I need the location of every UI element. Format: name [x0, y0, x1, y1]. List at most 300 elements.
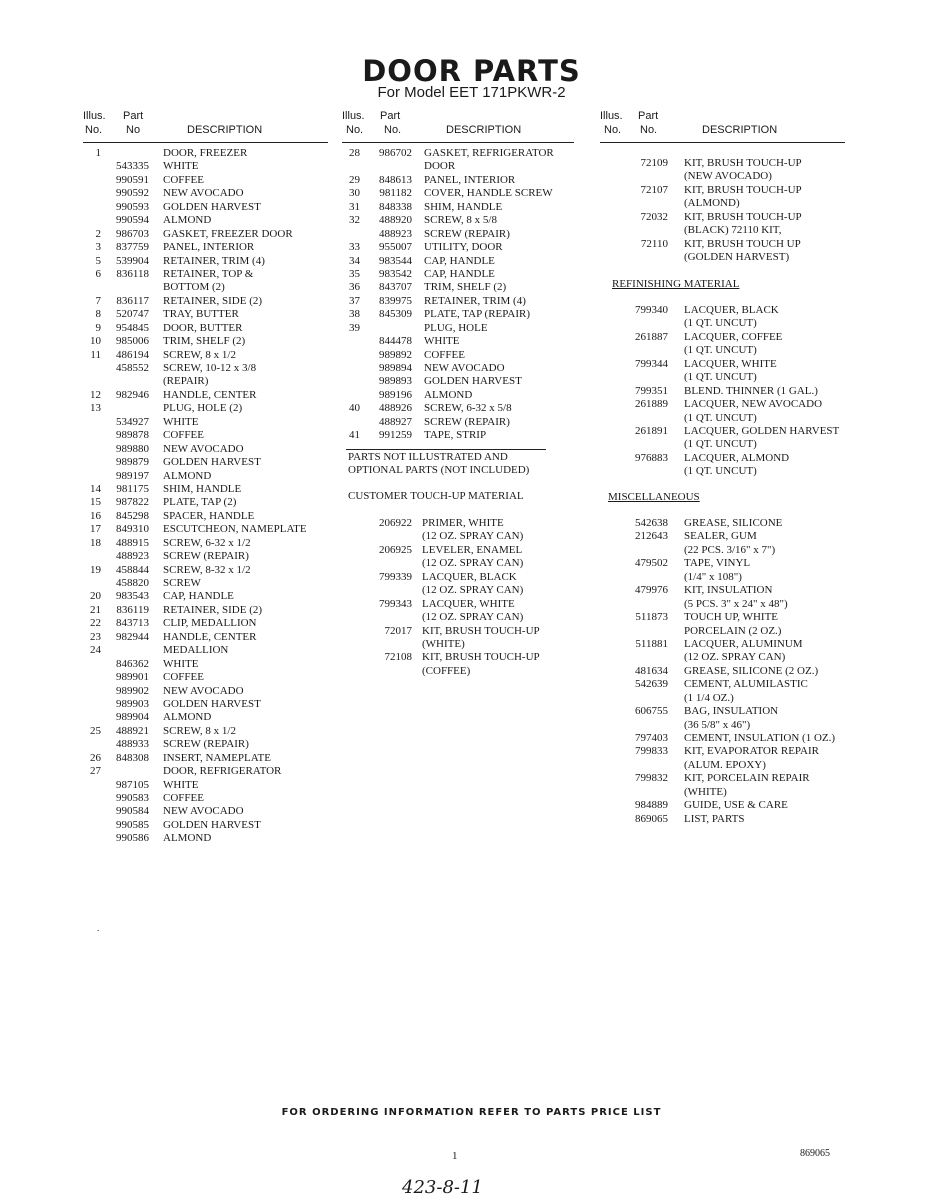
illus-number: 7	[95, 294, 101, 307]
parts-row	[342, 638, 574, 651]
parts-row	[600, 651, 855, 664]
part-number: 990586	[116, 832, 149, 845]
part-description: CAP, HANDLE	[424, 254, 495, 267]
parts-row	[600, 452, 855, 465]
column-2-header	[342, 110, 574, 142]
parts-row	[600, 745, 855, 758]
illus-number: 12	[90, 388, 101, 401]
part-number: 990594	[116, 214, 149, 227]
part-number: 799344	[635, 357, 668, 370]
part-description: BAG, INSULATION	[684, 705, 779, 718]
parts-row	[83, 470, 328, 483]
part-number: 991259	[379, 429, 412, 442]
parts-row	[83, 698, 328, 711]
parts-row	[83, 362, 328, 375]
illus-number: 19	[90, 563, 101, 576]
part-number: 985006	[116, 335, 149, 348]
stray-mark: .	[97, 923, 100, 933]
part-description: LEVELER, ENAMEL	[422, 543, 523, 556]
part-number: 981182	[379, 187, 412, 200]
part-description: LACQUER, BLACK	[422, 570, 517, 583]
parts-row	[342, 651, 574, 664]
header-no: No.	[346, 124, 364, 136]
part-description: (1 QT. UNCUT)	[684, 371, 757, 384]
part-description: BLEND. THINNER (1 GAL.)	[684, 384, 818, 397]
page-title: DOOR PARTS	[362, 54, 581, 88]
part-number: 488927	[379, 415, 412, 428]
parts-row	[342, 268, 574, 281]
part-number: 261891	[635, 424, 668, 437]
part-description: LACQUER, ALUMINUM	[684, 637, 803, 650]
parts-row	[600, 732, 855, 745]
part-number: 849310	[116, 523, 149, 536]
part-description: KIT, BRUSH TOUCH-UP	[422, 651, 540, 664]
part-description: COFFEE	[163, 792, 204, 804]
part-number: 799833	[635, 745, 668, 758]
part-number: 987822	[116, 496, 149, 509]
header-part: Part	[638, 110, 659, 122]
parts-row	[342, 335, 574, 348]
part-number: 989880	[116, 442, 149, 455]
part-description: NEW AVOCADO	[163, 187, 244, 200]
part-number: 990593	[116, 200, 149, 213]
column-2-rows	[342, 147, 574, 443]
part-description: ALMOND	[163, 832, 212, 845]
parts-row	[600, 719, 855, 732]
part-description: SCREW, 6-32 x 5/8	[424, 402, 512, 415]
part-number: 72017	[384, 624, 412, 637]
parts-row	[600, 398, 855, 411]
column-1-header	[83, 110, 328, 142]
part-description: (NEW AVOCADO)	[684, 170, 772, 183]
part-description: KIT, EVAPORATOR REPAIR	[684, 745, 819, 758]
part-description: WHITE	[163, 415, 199, 428]
part-description: (BLACK) 72110 KIT,	[684, 224, 782, 237]
parts-rule	[346, 449, 546, 450]
parts-row	[342, 241, 574, 254]
part-description: DOOR, FREEZER	[163, 147, 248, 159]
part-number: 799351	[635, 384, 668, 397]
document-number: 869065	[800, 1148, 830, 1159]
parts-row	[83, 483, 328, 496]
parts-row	[600, 224, 855, 237]
parts-row	[83, 523, 328, 536]
part-description: PANEL, INTERIOR	[163, 241, 255, 254]
illus-number: 24	[90, 644, 101, 657]
column-2	[342, 110, 574, 677]
part-description: SCREW (REPAIR)	[163, 738, 249, 751]
parts-row	[600, 584, 855, 597]
part-description: UTILITY, DOOR	[424, 241, 503, 254]
part-number: 846362	[116, 657, 149, 670]
part-number: 989878	[116, 429, 149, 442]
parts-row	[342, 255, 574, 268]
part-description: KIT, INSULATION	[684, 584, 773, 597]
part-description: SCREW (REPAIR)	[424, 227, 510, 240]
part-description: SCREW (REPAIR)	[163, 550, 249, 563]
parts-row	[342, 544, 574, 557]
parts-row	[83, 147, 328, 160]
part-number: 986703	[116, 227, 149, 240]
page-number: 1	[452, 1150, 458, 1162]
part-description: DOOR, BUTTER	[163, 321, 243, 334]
parts-row	[600, 184, 855, 197]
part-description: TAPE, VINYL	[684, 557, 751, 570]
parts-row	[83, 456, 328, 469]
part-number: 989197	[116, 469, 149, 482]
parts-row	[342, 214, 574, 227]
illus-number: 31	[349, 200, 360, 213]
header-part-no: No	[126, 124, 141, 136]
part-number: 986702	[379, 147, 412, 159]
part-description: (1/4" x 108")	[684, 570, 742, 583]
part-number: 520747	[116, 308, 149, 321]
illus-number: 3	[95, 241, 101, 254]
part-number: 458820	[116, 577, 149, 589]
part-description: PORCELAIN (2 OZ.)	[684, 624, 782, 637]
part-number: 983544	[379, 254, 412, 267]
header-rule	[342, 142, 574, 143]
part-description: ALMOND	[163, 214, 212, 227]
part-description: (36 5/8" x 46")	[684, 718, 751, 731]
parts-row	[83, 402, 328, 415]
part-number: 488933	[116, 738, 149, 751]
header-part-no: No.	[640, 124, 658, 136]
part-number: 542639	[635, 678, 668, 691]
illus-number: 39	[349, 321, 360, 334]
parts-row	[83, 631, 328, 644]
part-number: 206922	[379, 517, 412, 529]
parts-row	[83, 644, 328, 657]
part-description: NEW AVOCADO	[163, 805, 244, 818]
part-description: NEW AVOCADO	[163, 442, 244, 455]
part-description: (12 OZ. SPRAY CAN)	[422, 611, 524, 624]
parts-row	[83, 792, 328, 805]
parts-row	[83, 389, 328, 402]
part-description: SCREW (REPAIR)	[424, 415, 510, 428]
parts-row	[600, 425, 855, 438]
parts-row	[600, 678, 855, 691]
part-description: (22 PCS. 3/16" x 7")	[684, 543, 776, 556]
part-description: LACQUER, WHITE	[422, 597, 515, 610]
part-description: TRIM, SHELF (2)	[163, 335, 246, 348]
illus-number: 28	[349, 147, 360, 159]
header-part: Part	[123, 110, 144, 122]
part-description: PANEL, INTERIOR	[424, 173, 516, 186]
part-number: 206925	[379, 543, 412, 556]
part-description: SCREW, 8 x 1/2	[163, 724, 236, 737]
part-description: KIT, BRUSH TOUCH-UP	[684, 210, 802, 223]
part-description: SCREW	[163, 577, 201, 589]
illus-number: 13	[90, 402, 101, 415]
parts-row	[83, 416, 328, 429]
header-part-no: No.	[384, 124, 402, 136]
parts-row	[342, 281, 574, 294]
illus-number: 20	[90, 590, 101, 603]
part-number: 845298	[116, 509, 149, 522]
part-number: 261889	[635, 398, 668, 411]
part-description: HANDLE, CENTER	[163, 630, 257, 643]
illus-number: 26	[90, 751, 101, 764]
part-description: INSERT, NAMEPLATE	[163, 751, 271, 764]
column-3	[600, 110, 855, 825]
part-description: (12 OZ. SPRAY CAN)	[422, 530, 524, 543]
parts-row	[83, 228, 328, 241]
parts-row	[83, 160, 328, 173]
part-description: RETAINER, TOP &	[163, 267, 254, 280]
part-description: MEDALLION	[163, 644, 229, 657]
parts-row	[600, 358, 855, 371]
part-description: GOLDEN HARVEST	[163, 818, 261, 831]
illus-number: 36	[349, 281, 360, 294]
column-3-top-rows	[600, 157, 855, 265]
part-description: COFFEE	[163, 429, 204, 442]
part-description: PLATE, TAP (2)	[163, 496, 237, 509]
parts-row	[83, 322, 328, 335]
parts-row	[83, 429, 328, 442]
illus-number: 38	[349, 308, 360, 321]
part-description: ESCUTCHEON, NAMEPLATE	[163, 523, 307, 536]
illus-number: 1	[95, 147, 101, 159]
part-description: COFFEE	[163, 173, 204, 186]
illus-number: 6	[95, 267, 101, 280]
illus-number: 25	[90, 724, 101, 737]
part-number: 983543	[116, 590, 149, 603]
part-number: 212643	[635, 530, 668, 543]
illus-number: 5	[95, 254, 101, 267]
part-description: PLUG, HOLE (2)	[163, 402, 243, 415]
part-number: 989892	[379, 348, 412, 361]
illus-number: 35	[349, 267, 360, 280]
parts-row	[600, 598, 855, 611]
parts-row	[342, 187, 574, 200]
part-description: (1 QT. UNCUT)	[684, 344, 757, 357]
parts-row	[83, 187, 328, 200]
parts-row	[342, 402, 574, 415]
part-number: 990591	[116, 173, 149, 186]
part-number: 990592	[116, 187, 149, 200]
part-description: ALMOND	[163, 711, 212, 724]
part-number: 843713	[116, 617, 149, 630]
parts-row	[600, 251, 855, 264]
part-description: SCREW, 6-32 x 1/2	[163, 536, 251, 549]
part-description: KIT, BRUSH TOUCH-UP	[684, 157, 802, 169]
part-description: WHITE	[163, 160, 199, 173]
parts-row	[83, 779, 328, 792]
parts-row	[342, 228, 574, 241]
part-number: 989901	[116, 671, 149, 684]
touchup-section-title: CUSTOMER TOUCH-UP MATERIAL	[348, 490, 524, 502]
part-number: 72110	[640, 237, 668, 250]
parts-row	[600, 557, 855, 570]
parts-row	[600, 530, 855, 543]
parts-row	[342, 530, 574, 543]
part-description: WHITE	[163, 778, 199, 791]
part-number: 488921	[116, 724, 149, 737]
illus-number: 18	[90, 536, 101, 549]
parts-row	[342, 160, 574, 173]
part-number: 488923	[116, 550, 149, 563]
notice-line-1: PARTS NOT ILLUSTRATED AND	[348, 451, 508, 463]
parts-row	[342, 389, 574, 402]
parts-row	[600, 813, 855, 826]
part-description: SCREW, 8-32 x 1/2	[163, 563, 251, 576]
part-description: (1 QT. UNCUT)	[684, 438, 757, 451]
parts-row	[600, 665, 855, 678]
part-description: (12 OZ. SPRAY CAN)	[422, 584, 524, 597]
part-number: 845309	[379, 308, 412, 321]
header-description: DESCRIPTION	[446, 124, 522, 136]
part-description: LIST, PARTS	[684, 812, 745, 825]
part-description: LACQUER, BLACK	[684, 304, 779, 316]
part-number: 72032	[640, 210, 668, 223]
part-number: 543335	[116, 160, 149, 173]
part-number: 488923	[379, 227, 412, 240]
part-description: NEW AVOCADO	[163, 684, 244, 697]
part-number: 990585	[116, 818, 149, 831]
parts-row	[83, 443, 328, 456]
part-description: (WHITE)	[684, 785, 727, 798]
header-rule	[600, 142, 845, 143]
part-description: LACQUER, NEW AVOCADO	[684, 398, 823, 411]
part-number: 797403	[635, 732, 668, 744]
illus-number: 37	[349, 294, 360, 307]
parts-row	[83, 725, 328, 738]
part-number: 479502	[635, 557, 668, 570]
parts-row	[600, 412, 855, 425]
part-number: 869065	[635, 812, 668, 825]
part-number: 989893	[379, 375, 412, 388]
handwritten-note: 423-8-11	[402, 1177, 483, 1198]
parts-row	[600, 786, 855, 799]
part-number: 799343	[379, 597, 412, 610]
part-number: 481634	[635, 664, 668, 677]
parts-row	[342, 322, 574, 335]
part-number: 799340	[635, 304, 668, 316]
part-number: 72108	[384, 651, 412, 664]
part-description: (GOLDEN HARVEST)	[684, 251, 790, 264]
part-description: COVER, HANDLE SCREW	[424, 187, 553, 200]
parts-row	[83, 255, 328, 268]
parts-row	[83, 335, 328, 348]
part-description: (1 QT. UNCUT)	[684, 411, 757, 424]
part-description: KIT, BRUSH TOUCH-UP	[422, 624, 540, 637]
parts-row	[600, 571, 855, 584]
parts-row	[600, 517, 855, 530]
parts-row	[83, 496, 328, 509]
part-number: 989894	[379, 362, 412, 374]
illus-number: 8	[95, 308, 101, 321]
parts-row	[600, 197, 855, 210]
parts-row	[83, 805, 328, 818]
parts-row	[342, 308, 574, 321]
part-description: CEMENT, ALUMILASTIC	[684, 678, 808, 691]
parts-row	[83, 308, 328, 321]
part-description: (REPAIR)	[163, 375, 209, 388]
parts-row	[83, 295, 328, 308]
part-number: 606755	[635, 705, 668, 718]
notice-line-2: OPTIONAL PARTS (NOT INCLUDED)	[348, 464, 530, 477]
part-number: 799832	[635, 772, 668, 785]
part-description: (12 OZ. SPRAY CAN)	[684, 651, 786, 664]
parts-row	[600, 317, 855, 330]
part-description: (1 QT. UNCUT)	[684, 317, 757, 330]
parts-row	[600, 705, 855, 718]
part-description: ALMOND	[424, 388, 473, 401]
illus-number: 22	[90, 617, 101, 630]
column-3-header	[600, 110, 855, 142]
illus-number: 29	[349, 173, 360, 186]
illus-number: 33	[349, 241, 360, 254]
parts-row	[600, 170, 855, 183]
part-number: 799339	[379, 570, 412, 583]
part-description: (ALUM. EPOXY)	[684, 758, 766, 771]
part-description: (COFFEE)	[422, 664, 471, 677]
part-number: 836118	[116, 267, 149, 280]
part-description: (1 1/4 OZ.)	[684, 691, 734, 704]
parts-row	[83, 268, 328, 281]
part-description: COFFEE	[424, 348, 465, 361]
part-description: TRAY, BUTTER	[163, 308, 239, 321]
part-number: 837759	[116, 241, 149, 254]
part-number: 989903	[116, 697, 149, 710]
parts-row	[342, 429, 574, 442]
parts-row	[342, 611, 574, 624]
parts-row	[83, 604, 328, 617]
parts-row	[83, 590, 328, 603]
parts-row	[342, 416, 574, 429]
part-description: BOTTOM (2)	[163, 281, 225, 294]
part-description: TOUCH UP, WHITE	[684, 611, 779, 624]
part-description: LACQUER, ALMOND	[684, 451, 790, 464]
illus-number: 17	[90, 523, 101, 536]
part-description: LACQUER, GOLDEN HARVEST	[684, 424, 840, 437]
refinishing-rows	[600, 304, 855, 479]
part-description: RETAINER, SIDE (2)	[163, 603, 263, 616]
parts-row	[342, 625, 574, 638]
parts-row	[600, 692, 855, 705]
part-description: SPACER, HANDLE	[163, 509, 255, 522]
part-number: 987105	[116, 778, 149, 791]
parts-row	[83, 685, 328, 698]
part-description: (WHITE)	[422, 637, 465, 650]
part-description: RETAINER, SIDE (2)	[163, 294, 263, 307]
parts-row	[342, 375, 574, 388]
part-number: 848613	[379, 173, 412, 186]
part-description: NEW AVOCADO	[424, 362, 505, 374]
part-description: RETAINER, TRIM (4)	[424, 294, 526, 307]
parts-row	[83, 214, 328, 227]
parts-row	[83, 375, 328, 388]
illus-number: 14	[90, 482, 101, 495]
parts-row	[600, 304, 855, 317]
part-description: (5 PCS. 3" x 24" x 48")	[684, 597, 788, 610]
parts-row	[600, 385, 855, 398]
part-number: 72107	[640, 183, 668, 196]
part-description: KIT, BRUSH TOUCH-UP	[684, 183, 802, 196]
parts-row	[83, 349, 328, 362]
parts-row	[600, 611, 855, 624]
parts-row	[83, 671, 328, 684]
part-number: 982944	[116, 630, 149, 643]
part-number: 989879	[116, 456, 149, 469]
part-number: 990583	[116, 792, 149, 804]
parts-row	[600, 638, 855, 651]
part-number: 261887	[635, 330, 668, 343]
part-description: GOLDEN HARVEST	[163, 697, 261, 710]
part-description: GOLDEN HARVEST	[163, 456, 261, 469]
part-description: GASKET, FREEZER DOOR	[163, 227, 293, 240]
